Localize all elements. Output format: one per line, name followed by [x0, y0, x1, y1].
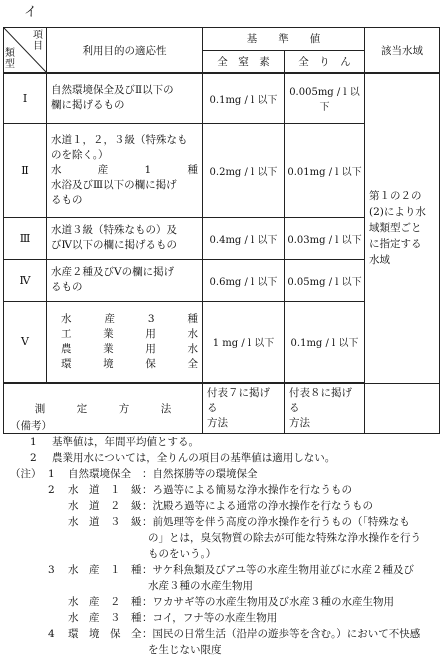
- bikou-item: [10, 434, 440, 450]
- bikou-text: 農業用水については，全りんの項目の基準値は適用しない。: [52, 452, 336, 464]
- spread-char: 業: [103, 342, 114, 355]
- chu-text: ：自然探勝等の環境保全: [142, 468, 258, 480]
- chu-num: 2: [48, 484, 55, 496]
- type-cell: Ⅴ: [4, 301, 47, 383]
- applicable-line: (2)により水: [369, 206, 426, 219]
- purpose-spread-line: [61, 327, 198, 342]
- purpose-line: 水道３級（特殊なもの）及: [51, 224, 177, 236]
- chu-text: ：コイ，フナ等の水産生物用: [142, 612, 278, 624]
- spread-char: 工: [61, 327, 72, 340]
- spread-char: 産: [97, 163, 109, 176]
- purpose-line: のを除く。）: [51, 148, 109, 161]
- spread-char: 農: [61, 342, 72, 355]
- type-cell: Ⅰ: [4, 73, 47, 123]
- corner-top-2: 目: [33, 41, 43, 52]
- method-line: 付表７に掲げる: [207, 387, 270, 414]
- phosphorus-value: 0.005mg / l 以下: [285, 73, 365, 123]
- method-line: 付表８に掲げる: [289, 387, 352, 414]
- chu-label: 水 道 ３ 級: [68, 516, 142, 528]
- bikou-item: [10, 450, 440, 466]
- standard-value-header: 基 準 値: [203, 28, 365, 51]
- chu-text: ：沈殿ろ過等による通常の浄水操作を行なうもの: [142, 500, 373, 512]
- nitrogen-value: 1 mg / l 以下: [203, 301, 285, 383]
- chu-item: [10, 642, 440, 658]
- type-cell: Ⅲ: [4, 217, 47, 259]
- spread-char: 1: [144, 163, 152, 176]
- phosphorus-value: 0.05mg / l 以下: [285, 259, 365, 301]
- spread-char: 水: [187, 327, 198, 340]
- bikou-heading: （備考）: [10, 420, 52, 432]
- chu-text: ものをいう。）: [148, 548, 217, 560]
- spread-char: 保: [145, 357, 156, 370]
- spread-char: 種: [187, 312, 198, 325]
- chu-num: [48, 610, 68, 626]
- chu-num: [48, 514, 68, 530]
- chu-text: ：国民の日常生活（沿岸の遊歩等を含む。）において不快感: [142, 628, 421, 640]
- chu-item: [10, 466, 440, 482]
- purpose-line: 水浴及びⅢ以下の欄に掲げ: [51, 178, 177, 191]
- spread-char: 水: [61, 312, 72, 325]
- phosphorus-value: 0.1mg / l 以下: [285, 301, 365, 383]
- chu-text: を生じない限度: [148, 644, 222, 656]
- purpose-line: るもの: [51, 281, 83, 293]
- chu-item: [10, 578, 440, 594]
- chu-text: の」とは，臭気物質の除去が可能な特殊な浄水操作を行う: [148, 532, 421, 544]
- applicable-waters-cell: [365, 73, 440, 383]
- purpose-spread-line: [61, 357, 198, 372]
- spread-char: 水: [187, 342, 198, 355]
- spread-char: 全: [187, 357, 198, 370]
- chu-text: ：サケ科魚類及びアユ等の水産生物用並びに水産２種及び: [142, 564, 415, 576]
- chu-item: [10, 482, 440, 498]
- spread-char: 水: [51, 163, 62, 176]
- method-label: 測 定 方 法: [4, 383, 203, 434]
- purpose-cell: [47, 301, 203, 383]
- chu-text: ：前処理等を伴う高度の浄水操作を行うもの（「特殊なも: [142, 516, 410, 528]
- chu-item: [10, 498, 440, 514]
- corner-bottom-1: 類: [5, 48, 15, 59]
- nitrogen-value: 0.6mg / l 以下: [203, 259, 285, 301]
- bikou-text: 基準値は，年間平均値とする。: [52, 436, 199, 448]
- chu-text: ：ワカサギ等の水産生物用及び水産３種の水産生物用: [142, 596, 394, 608]
- spread-char: 用: [145, 327, 156, 340]
- chu-item: [10, 514, 440, 530]
- chu-item: [10, 546, 440, 562]
- chu-item: [10, 562, 440, 578]
- applicable-waters-header: 該当水域: [365, 28, 440, 74]
- spread-char: 用: [145, 342, 156, 355]
- method-line: 方法: [207, 417, 228, 429]
- spread-char: 種: [187, 163, 198, 176]
- notes-section: [10, 418, 440, 658]
- spread-char: 境: [103, 357, 114, 370]
- purpose-line: びⅣ以下の欄に掲げるもの: [51, 239, 177, 251]
- bikou-num: 1: [30, 436, 37, 448]
- chu-num: [48, 594, 68, 610]
- section-heading: イ: [24, 5, 38, 20]
- purpose-cell: [47, 73, 203, 123]
- applicable-line: 第１の２の: [369, 190, 422, 203]
- bikou-num: 2: [30, 452, 37, 464]
- chu-item: [10, 626, 440, 642]
- spread-char: 業: [103, 327, 114, 340]
- chu-label: 自然環境保全: [68, 468, 131, 480]
- phosphorus-value: 0.01mg / l 以下: [285, 123, 365, 217]
- purpose-spread-line: [61, 342, 198, 357]
- purpose-column-header: 利用目的の適応性: [47, 28, 203, 74]
- chu-item: [10, 530, 440, 546]
- chu-label: 環 境 保 全: [68, 628, 142, 640]
- total-phosphorus-header: 全 り ん: [285, 50, 365, 73]
- method-line: 方法: [289, 417, 310, 429]
- table-row: [4, 73, 440, 123]
- type-cell: Ⅱ: [4, 123, 47, 217]
- nitrogen-value: 0.2mg / l 以下: [203, 123, 285, 217]
- purpose-spread-line: [61, 312, 198, 327]
- purpose-line: 水産２種及びⅤの欄に掲げ: [51, 266, 175, 278]
- chu-label: 水 産 ３ 種: [68, 612, 142, 624]
- chu-item: [10, 610, 440, 626]
- chu-num: 1: [48, 468, 55, 480]
- spread-char: 3: [147, 312, 155, 325]
- applicable-line: 水域: [369, 254, 390, 267]
- corner-bottom-2: 型: [5, 59, 15, 70]
- chu-num: 3: [48, 564, 55, 576]
- applicable-line: に指定する: [369, 238, 422, 251]
- chu-label: 水 道 ２ 級: [68, 500, 142, 512]
- applicable-line: 域類型ごと: [369, 222, 422, 235]
- purpose-spread-line: [51, 163, 198, 178]
- purpose-line: 自然環境保全及びⅡ以下の: [51, 84, 174, 97]
- chu-text: 水産３種の水産生物用: [148, 580, 253, 592]
- chu-heading: （注）: [10, 468, 42, 480]
- total-nitrogen-header: 全 窒 素: [203, 50, 285, 73]
- chu-label: 水 産 １ 種: [68, 564, 142, 576]
- purpose-cell: [47, 259, 203, 301]
- chu-num: [48, 498, 68, 514]
- water-quality-standards-table: [3, 27, 440, 434]
- chu-item: [10, 594, 440, 610]
- purpose-cell: [47, 217, 203, 259]
- purpose-line: るもの: [51, 193, 83, 206]
- purpose-line: 欄に掲げるもの: [51, 99, 125, 112]
- nitrogen-value: 0.1mg / l 以下: [203, 73, 285, 123]
- spread-char: 環: [61, 357, 72, 370]
- chu-label: 水 道 １ 級: [68, 484, 142, 496]
- purpose-cell: [47, 123, 203, 217]
- chu-num: 4: [48, 628, 55, 640]
- corner-top-1: 項: [33, 30, 43, 41]
- spread-char: 産: [104, 312, 115, 325]
- phosphorus-value: 0.03mg / l 以下: [285, 217, 365, 259]
- nitrogen-value: 0.4mg / l 以下: [203, 217, 285, 259]
- purpose-line: 水道１，２，３級（特殊なも: [51, 133, 188, 146]
- corner-header-cell: [4, 28, 47, 74]
- chu-label: 水 産 ２ 種: [68, 596, 142, 608]
- chu-text: ：ろ過等による簡易な浄水操作を行なうもの: [142, 484, 352, 496]
- type-cell: Ⅳ: [4, 259, 47, 301]
